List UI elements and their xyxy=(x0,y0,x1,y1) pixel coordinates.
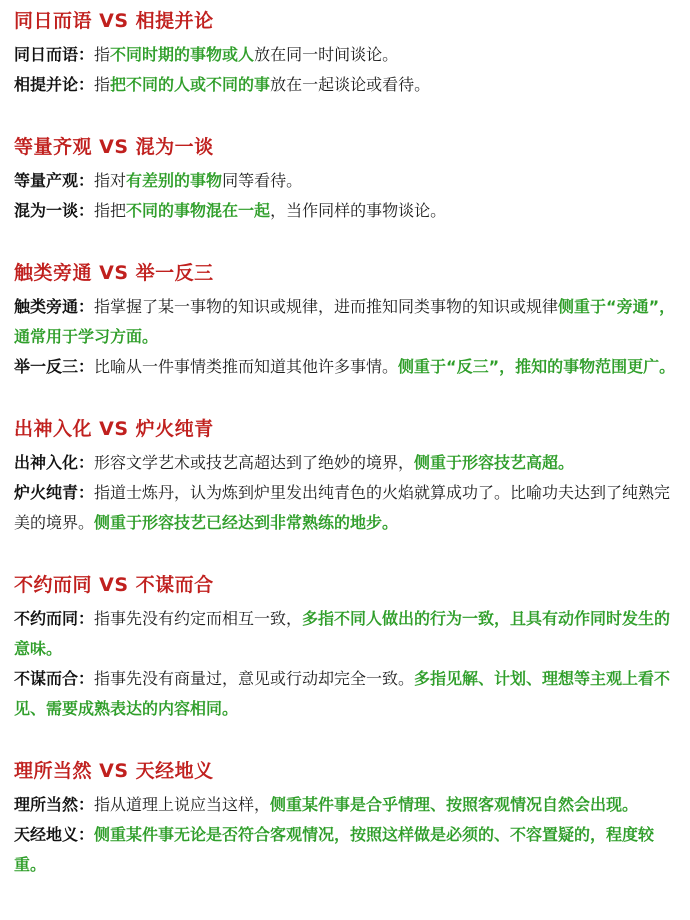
entry-highlight: 有差别的事物 xyxy=(126,171,223,190)
section-title: 等量齐观 VS 混为一谈 xyxy=(14,136,214,158)
entry-term: 同日而语 xyxy=(14,45,79,64)
entry xyxy=(14,478,676,538)
entry-term: 相提并论 xyxy=(14,75,79,94)
entry-highlight: 多指不同人做出的行为一致，且具有动作同时发生的意味。 xyxy=(14,609,671,658)
entry-text: 放在同一时间谈论。 xyxy=(254,45,399,64)
entry xyxy=(14,70,676,100)
section-4 xyxy=(14,416,676,538)
term-separator: ： xyxy=(78,357,95,376)
entry-text: 比喻从一件事情类推而知道其他许多事情。 xyxy=(94,357,399,376)
section-title: 不约而同 VS 不谋而合 xyxy=(14,574,214,596)
entry-text: 指从道理上说应当这样， xyxy=(94,795,271,814)
entry-term: 出神入化 xyxy=(14,453,79,472)
term-separator: ： xyxy=(78,201,95,220)
section-title: 触类旁通 VS 举一反三 xyxy=(14,262,214,284)
section-5 xyxy=(14,572,676,724)
entry-text: 指把 xyxy=(94,201,127,220)
entry-term: 等量产观 xyxy=(14,171,79,190)
entry-highlight: 不同的事物混在一起 xyxy=(126,201,271,220)
entry-text: 放在一起谈论或看待。 xyxy=(270,75,431,94)
entry-text: 指掌握了某一事物的知识或规律，进而推知同类事物的知识或规律 xyxy=(94,297,559,316)
entry xyxy=(14,820,676,880)
entry-highlight: 多指见解、计划、理想等主观上看不见、需要成熟表达的内容相同。 xyxy=(14,669,671,718)
term-separator: ： xyxy=(78,669,95,688)
section-2 xyxy=(14,134,676,226)
term-separator: ： xyxy=(78,609,95,628)
entry xyxy=(14,790,676,820)
entry-highlight: 侧重某件事无论是否符合客观情况，按照这样做是必须的、不容置疑的，程度较重。 xyxy=(14,825,655,874)
section-title: 出神入化 VS 炉火纯青 xyxy=(14,418,214,440)
entry xyxy=(14,664,676,724)
entry-text: 指 xyxy=(94,75,111,94)
term-separator: ： xyxy=(78,795,95,814)
entry-highlight: 侧重于形容技艺高超。 xyxy=(414,453,575,472)
entry xyxy=(14,292,676,352)
entry-text: 指事先没有约定而相互一致， xyxy=(94,609,303,628)
entry-highlight: 侧重于“反三”，推知的事物范围更广。 xyxy=(398,357,676,376)
entry-text: 指对 xyxy=(94,171,127,190)
entry xyxy=(14,40,676,70)
entry xyxy=(14,166,676,196)
term-separator: ： xyxy=(78,825,95,844)
term-separator: ： xyxy=(78,75,95,94)
section-1 xyxy=(14,8,676,100)
entry xyxy=(14,448,676,478)
entry-term: 混为一谈 xyxy=(14,201,79,220)
entry-text: 形容文学艺术或技艺高超达到了绝妙的境界， xyxy=(94,453,415,472)
entry-term: 天经地义 xyxy=(14,825,79,844)
section-title: 同日而语 VS 相提并论 xyxy=(14,10,214,32)
entry-term: 不谋而合 xyxy=(14,669,79,688)
entry-text: 指 xyxy=(94,45,111,64)
entry-text: 指事先没有商量过，意见或行动却完全一致。 xyxy=(94,669,415,688)
term-separator: ： xyxy=(78,483,95,502)
entry xyxy=(14,604,676,664)
entry-highlight: 不同时期的事物或人 xyxy=(110,45,255,64)
entry-highlight: 把不同的人或不同的事 xyxy=(110,75,271,94)
entry-highlight: 侧重于形容技艺已经达到非常熟练的地步。 xyxy=(94,513,399,532)
entry-highlight: 侧重于“旁通”，通常用于学习方面。 xyxy=(14,297,676,346)
section-6 xyxy=(14,758,676,880)
section-3 xyxy=(14,260,676,382)
entry-term: 举一反三 xyxy=(14,357,79,376)
term-separator: ： xyxy=(78,453,95,472)
entry-highlight: 侧重某件事是合乎情理、按照客观情况自然会出现。 xyxy=(270,795,639,814)
entry-term: 触类旁通 xyxy=(14,297,79,316)
entry-term: 不约而同 xyxy=(14,609,79,628)
entry-term: 炉火纯青 xyxy=(14,483,79,502)
entry-text: 同等看待。 xyxy=(222,171,303,190)
section-title: 理所当然 VS 天经地义 xyxy=(14,760,214,782)
entry-text: 指道士炼丹，认为炼到炉里发出纯青色的火焰就算成功了。比喻功夫达到了纯熟完美的境界。 xyxy=(14,483,671,532)
entry-text: ，当作同样的事物谈论。 xyxy=(270,201,447,220)
term-separator: ： xyxy=(78,171,95,190)
entry-term: 理所当然 xyxy=(14,795,79,814)
entry xyxy=(14,352,676,382)
term-separator: ： xyxy=(78,297,95,316)
term-separator: ： xyxy=(78,45,95,64)
entry xyxy=(14,196,676,226)
